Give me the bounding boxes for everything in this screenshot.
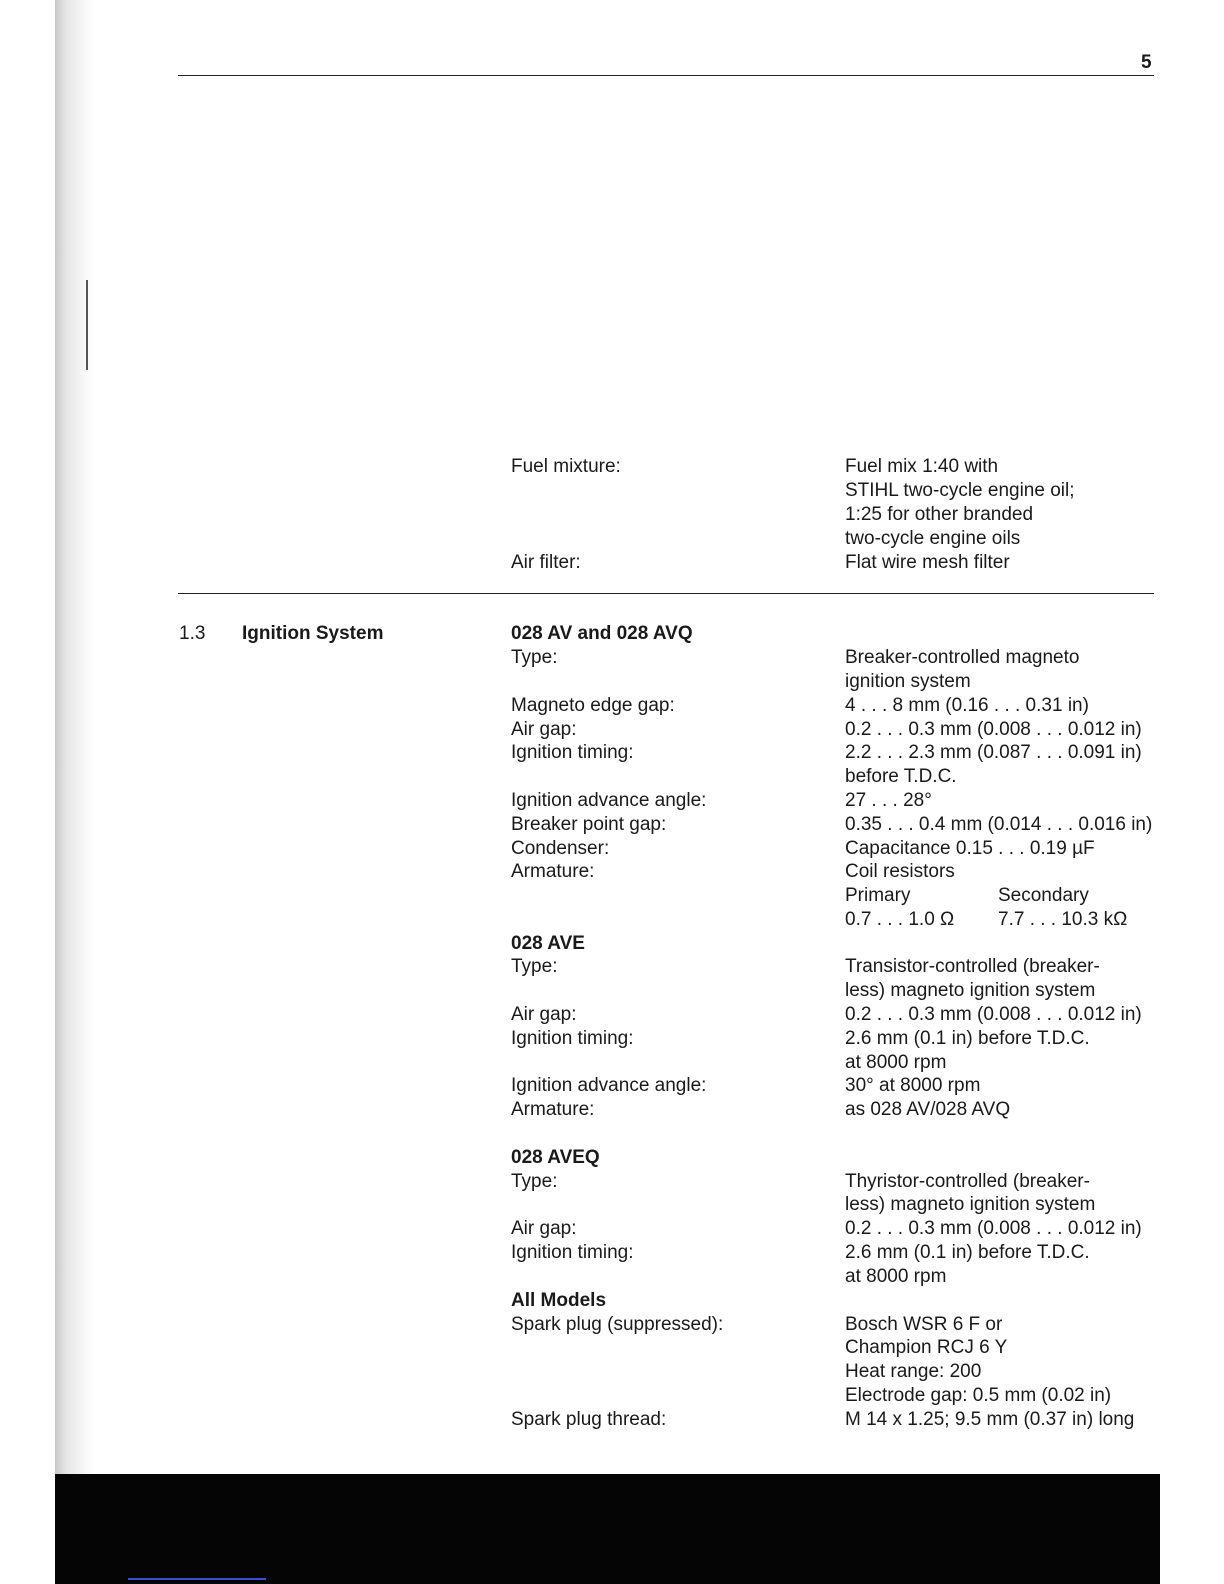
aveq-timing-value-line: 2.6 mm (0.1 in) before T.D.C.	[845, 1242, 1090, 1263]
page-binding-shadow	[55, 0, 93, 1480]
page-number: 5	[1141, 52, 1152, 73]
av-advance-label: Ignition advance angle:	[511, 790, 707, 811]
av-air-gap-value: 0.2 . . . 0.3 mm (0.008 . . . 0.012 in)	[845, 719, 1142, 740]
av-type-label: Type:	[511, 647, 558, 668]
av-breaker-label: Breaker point gap:	[511, 814, 667, 835]
fuel-mixture-value-line: two-cycle engine oils	[845, 528, 1021, 549]
scan-bottom-shadow	[55, 1474, 1160, 1584]
aveq-type-label: Type:	[511, 1171, 558, 1192]
ave-advance-label: Ignition advance angle:	[511, 1075, 707, 1096]
scan-bottom-margin	[0, 1476, 55, 1584]
av-air-gap-label: Air gap:	[511, 719, 577, 740]
ave-air-gap-value: 0.2 . . . 0.3 mm (0.008 . . . 0.012 in)	[845, 1004, 1142, 1025]
aveq-type-value-line: Thyristor-controlled (breaker-	[845, 1171, 1090, 1192]
ave-timing-value-line: 2.6 mm (0.1 in) before T.D.C.	[845, 1028, 1090, 1049]
av-breaker-value: 0.35 . . . 0.4 mm (0.014 . . . 0.016 in)	[845, 814, 1153, 835]
av-heading: 028 AV and 028 AVQ	[511, 623, 693, 644]
av-primary-value: 0.7 . . . 1.0 Ω	[845, 909, 955, 930]
av-type-value-line: ignition system	[845, 671, 971, 692]
spark-plug-label: Spark plug (suppressed):	[511, 1314, 724, 1335]
spark-plug-value-line: Bosch WSR 6 F or	[845, 1314, 1003, 1335]
fuel-mixture-value-line: STIHL two-cycle engine oil;	[845, 480, 1075, 501]
ave-timing-label: Ignition timing:	[511, 1028, 634, 1049]
air-filter-label: Air filter:	[511, 552, 581, 573]
ave-type-value-line: Transistor-controlled (breaker-	[845, 956, 1100, 977]
binding-edge-mark	[86, 280, 88, 370]
spark-plug-value-line: Heat range: 200	[845, 1361, 982, 1382]
section-rule	[178, 593, 1154, 594]
section-number: 1.3	[179, 623, 206, 644]
ave-heading: 028 AVE	[511, 933, 585, 954]
spark-plug-value-line: Champion RCJ 6 Y	[845, 1337, 1008, 1358]
fuel-mixture-label: Fuel mixture:	[511, 456, 621, 477]
aveq-air-gap-label: Air gap:	[511, 1218, 577, 1239]
all-models-heading: All Models	[511, 1290, 607, 1311]
air-filter-value: Flat wire mesh filter	[845, 552, 1010, 573]
fuel-mixture-value-line: Fuel mix 1:40 with	[845, 456, 999, 477]
av-type-value-line: Breaker-controlled magneto	[845, 647, 1080, 668]
av-timing-value-line: before T.D.C.	[845, 766, 957, 787]
spark-plug-thread-value: M 14 x 1.25; 9.5 mm (0.37 in) long	[845, 1409, 1135, 1430]
ave-advance-value: 30° at 8000 rpm	[845, 1075, 981, 1096]
av-condenser-label: Condenser:	[511, 838, 610, 859]
ave-air-gap-label: Air gap:	[511, 1004, 577, 1025]
aveq-heading: 028 AVEQ	[511, 1147, 600, 1168]
av-armature-label: Armature:	[511, 861, 595, 882]
av-advance-value: 27 . . . 28°	[845, 790, 932, 811]
ave-armature-label: Armature:	[511, 1099, 595, 1120]
av-secondary-value: 7.7 . . . 10.3 kΩ	[998, 909, 1128, 930]
av-condenser-value: Capacitance 0.15 . . . 0.19 µF	[845, 838, 1095, 859]
ave-type-value-line: less) magneto ignition system	[845, 980, 1096, 1001]
av-edge-gap-label: Magneto edge gap:	[511, 695, 675, 716]
ave-type-label: Type:	[511, 956, 558, 977]
av-secondary-label: Secondary	[998, 885, 1089, 906]
av-timing-value-line: 2.2 . . . 2.3 mm (0.087 . . . 0.091 in)	[845, 742, 1142, 763]
aveq-type-value-line: less) magneto ignition system	[845, 1194, 1096, 1215]
aveq-timing-value-line: at 8000 rpm	[845, 1266, 947, 1287]
fuel-mixture-value-line: 1:25 for other branded	[845, 504, 1034, 525]
section-title: Ignition System	[242, 623, 384, 644]
aveq-timing-label: Ignition timing:	[511, 1242, 634, 1263]
spark-plug-thread-label: Spark plug thread:	[511, 1409, 667, 1430]
scan-edge-line	[128, 1578, 266, 1580]
ave-timing-value-line: at 8000 rpm	[845, 1052, 947, 1073]
av-timing-label: Ignition timing:	[511, 742, 634, 763]
av-armature-value: Coil resistors	[845, 861, 955, 882]
ave-armature-value: as 028 AV/028 AVQ	[845, 1099, 1011, 1120]
spark-plug-value-line: Electrode gap: 0.5 mm (0.02 in)	[845, 1385, 1112, 1406]
av-edge-gap-value: 4 . . . 8 mm (0.16 . . . 0.31 in)	[845, 695, 1089, 716]
header-rule	[178, 75, 1154, 76]
aveq-air-gap-value: 0.2 . . . 0.3 mm (0.008 . . . 0.012 in)	[845, 1218, 1142, 1239]
av-primary-label: Primary	[845, 885, 911, 906]
